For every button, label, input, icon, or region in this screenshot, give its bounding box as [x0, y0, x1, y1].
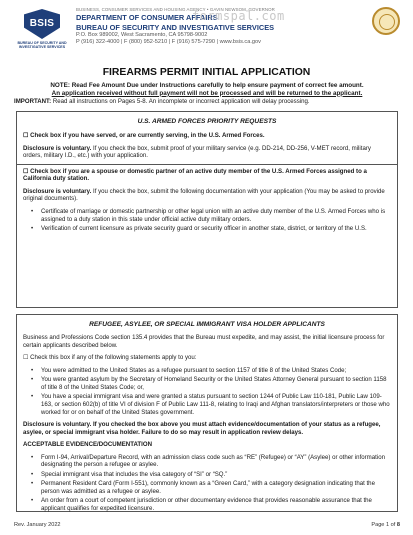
- disclosure-label: Disclosure is voluntary.: [23, 144, 92, 152]
- military-disclosure-2: [23, 188, 391, 203]
- contact-numbers: P (916) 322-4000 | F (800) 952-5210 | F (916) 575-7290 | www.bsis.ca.gov: [76, 38, 261, 45]
- list-item: • You were granted asylum by the Secretary of Homeland Security or the United States Attorney General pursuant to section 1158 of title 8 of the United States Code; or,: [41, 376, 391, 391]
- military-service-checkbox[interactable]: ☐ Check box if you have served, or are currently serving, in the U.S. Armed Forces.: [23, 132, 265, 140]
- list-item: • Form I-94, Arrival/Departure Record, with an admission class code such as “RE” (Refugee) or “AY” (Asylee) or other information designating the person a refugee or asylee.: [41, 454, 391, 469]
- logo-subtext: BUREAU OF SECURITY AND INVESTIGATIVE SERVICES: [17, 41, 67, 50]
- page-title: FIREARMS PERMIT INITIAL APPLICATION: [102, 67, 311, 78]
- disclosure-text: If you check the box, submit the following documentation with your application (You may be asked to provide original documents).: [23, 187, 385, 203]
- refugee-section: [16, 314, 398, 512]
- military-spouse-checkbox[interactable]: ☐ Check box if you are a spouse or domestic partner of an active duty member of the U.S. Armed Forces assigned to a California duty station.: [23, 167, 367, 183]
- important-label: IMPORTANT:: [14, 98, 52, 105]
- revision-date: Rev. January 2022: [14, 522, 61, 528]
- note-line-2: An application received without full payment will not be processed and will be returned to the applicant.: [51, 89, 363, 97]
- mailing-address: P.O. Box 989002, West Sacramento, CA 95798-9002: [76, 31, 208, 38]
- disclosure-label: Disclosure is voluntary.: [23, 187, 92, 195]
- note: [14, 82, 400, 98]
- military-disclosure-1: [23, 145, 391, 160]
- military-documents-list: [23, 208, 391, 233]
- agency-line: BUSINESS, CONSUMER SERVICES AND HOUSING AGENCY • GAVIN NEWSOM, GOVERNOR: [76, 7, 275, 12]
- evidence-list: [23, 454, 391, 513]
- military-spouse-row: [17, 164, 397, 233]
- refugee-disclosure: Disclosure is voluntary. If you checked the box above you must attach evidence/documentation of your status as a refugee, asylee, or special immigrant visa holder. Failure to do so may result in application review delays.: [23, 421, 381, 436]
- bureau-name: BUREAU OF SECURITY AND INVESTIGATIVE SERVICES: [76, 22, 275, 32]
- important-text: Read all instructions on Pages 5-8. An incomplete or incorrect application will delay processing.: [52, 98, 310, 105]
- refugee-intro: Business and Professions Code section 135.4 provides that the Bureau must expedite, and may assist, the initial licensure process for certain applicants described below.: [23, 334, 385, 349]
- note-text: Read Fee Amount Due under Instructions carefully to help ensure payment of correct fee amount.: [71, 82, 364, 89]
- refugee-heading: REFUGEE, ASYLEE, OR SPECIAL IMMIGRANT VISA HOLDER APPLICANTS: [89, 321, 325, 328]
- military-heading: U.S. ARMED FORCES PRIORITY REQUESTS: [137, 118, 277, 125]
- page-number: [371, 522, 400, 529]
- military-service-row: [17, 132, 397, 160]
- list-item: • You have a special immigrant visa and were granted a status pursuant to section 1244 of Public Law 110-181, Public Law 109-163, or section 602(b) of title VI of division F of Public Law 111-8, relating to Iraqi and Afghan translators/interpreters or those who worked for or on behalf of the United States government.: [41, 393, 391, 416]
- refugee-checkbox[interactable]: ☐ Check this box if any of the following statements apply to you:: [23, 354, 197, 362]
- list-item: • An order from a court of competent jurisdiction or other documentary evidence that provides reasonable assurance that the applicant qualifies for expedited licensure.: [41, 497, 391, 512]
- department-name: DEPARTMENT OF CONSUMER AFFAIRS: [76, 13, 218, 23]
- page-prefix: Page 1 of: [371, 522, 397, 528]
- list-item: • You were admitted to the United States as a refugee pursuant to section 1157 of title 8 of the United States Code;: [41, 367, 391, 375]
- list-item: • Permanent Resident Card (Form I-551), commonly known as a “Green Card,” with a category designation indicating that the person was admitted as a refugee or asylee.: [41, 480, 391, 495]
- list-item: • Verification of current licensure as private security guard or security officer in another state, district, or territory of the U.S.: [41, 225, 391, 233]
- footer: [14, 522, 400, 529]
- bsis-logo: [14, 9, 70, 57]
- letterhead: [14, 7, 400, 65]
- disclosure-text: If you check the box, submit proof of your military service (e.g. DD-214, DD-256, V-MET record, military orders, military I.D., etc.) with your application.: [23, 144, 371, 160]
- watermark: formspal.com: [192, 9, 285, 23]
- note-label: NOTE:: [50, 82, 70, 89]
- acceptable-evidence-heading: ACCEPTABLE EVIDENCE/DOCUMENTATION: [23, 441, 152, 449]
- list-item: • Special immigrant visa that includes the visa category of “SI” or “SQ.”: [41, 471, 391, 479]
- page-total: 8: [396, 522, 400, 528]
- refugee-statements-list: [23, 367, 391, 416]
- refugee-body: [17, 334, 397, 512]
- logo-text: BSIS: [29, 18, 55, 29]
- military-priority-section: [16, 111, 398, 308]
- important-notice: [14, 98, 400, 106]
- state-seal-icon: [372, 7, 400, 35]
- note-line-1: [14, 82, 400, 90]
- list-item: • Certificate of marriage or domestic partnership or other legal union with an active duty member of the U.S. Armed Forces who is assigned to a duty station in this state under official active duty military orders.: [41, 208, 391, 223]
